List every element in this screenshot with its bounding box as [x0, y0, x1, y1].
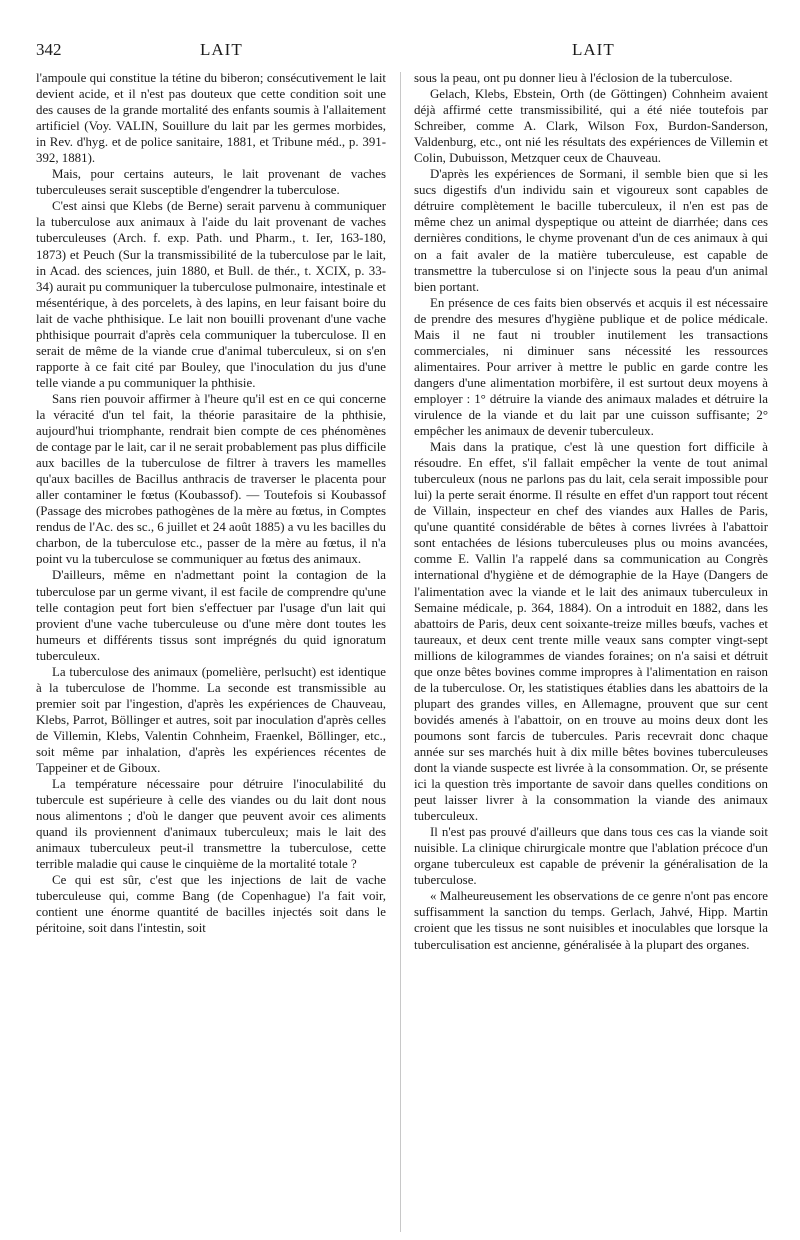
paragraph: Il n'est pas prouvé d'ailleurs que dans tous ces cas la viande soit nuisible. La clinique chirurgicale montre que l'ablation précoce d'un organe tuberculeux est capable de prévenir la généralisation de la tuberculose.	[414, 825, 768, 888]
running-title-left: LAIT	[200, 40, 243, 59]
paragraph: En présence de ces faits bien observés et acquis il est nécessaire de prendre des mesures d'hygiène publique et de police médicale. Mais il ne faut ni troubler inutilement les transactions commerciales, ni diminuer sans nécessité les ressources alimentaires. Pour arriver à mettre le public en garde contre les dangers d'une alimentation morbifère, il est surtout deux moyens à employer : 1° détruire la viande des animaux malades et détruire la virulence de la viande et du lait par une cuisson suffisante; 2° empêcher les animaux de devenir tuberculeux.	[414, 295, 768, 439]
running-title-right: LAIT	[572, 40, 615, 59]
paragraph: C'est ainsi que Klebs (de Berne) serait parvenu à communiquer la tuberculose aux animaux à l'aide du lait provenant de vaches tuberculeuses (Arch. f. exp. Path. und Pharm., t. Ier, 163-180, 1873) et Peuch (Sur la transmissibilité de la tuberculose par le lait, in Acad. des sciences, juin 1880, et Bull. de thér., t. XCIX, p. 33-34) aurait pu communiquer la tuberculose pulmonaire, intestinale et mésentérique, à des porcelets, à des lapins, en leur faisant boire du lait de vache phthisique. Le lait non bouilli provenant d'une vache phthisique pourrait d'après cela communiquer la tuberculose. Il en serait de même de la viande crue d'animal tuberculeux, si on s'en rapporte à ce fait cité par Bouley, que l'inoculation du jus d'une telle viande a pu communiquer la phthisie.	[36, 199, 386, 390]
paragraph: « Malheureusement les observations de ce genre n'ont pas encore suffisamment la sanction du temps. Gerlach, Jahvé, Hipp. Martin croient que les tissus ne sont nuisibles et inoculables que lorsque la tuberculisation est ancienne, généralisée à la plupart des organes.	[414, 889, 768, 952]
page-number: 342	[36, 40, 62, 59]
paragraph: sous la peau, ont pu donner lieu à l'éclosion de la tuberculose.	[414, 71, 733, 85]
page-header	[0, 40, 800, 64]
paragraph: Ce qui est sûr, c'est que les injections de lait de vache tuberculeuse qui, comme Bang (de Copenhague) l'a fait voir, contient une énorme quantité de bacilles injectés soit dans le péritoine, soit dans l'intestin, soit	[36, 873, 386, 936]
left-column	[36, 70, 386, 937]
paragraph: La température nécessaire pour détruire l'inoculabilité du tubercule est supérieure à celle des viandes ou du lait dont nous nous alimentons ; d'où le danger que peuvent avoir ces aliments quand ils proviennent d'animaux tuberculeux; mais le lait des animaux tuberculeux peut-il transmettre la tuberculose, cette terrible maladie qui cause le cinquième de la mortalité totale ?	[36, 777, 386, 872]
right-column	[414, 70, 768, 953]
column-divider	[400, 72, 401, 1232]
paragraph: D'après les expériences de Sormani, il semble bien que si les sucs digestifs d'un individu sain et vigoureux sont capables de détruire complètement le bacille tuberculeux, il n'en est pas de même chez un animal dyspeptique ou atteint de diarrhée; dans ces dernières conditions, le chyme provenant d'un de ces animaux à qui on a fait avaler de la matière tuberculeuse, est capable de transmettre la tuberculose si on l'injecte sous la peau d'un animal bien portant.	[414, 167, 768, 294]
paragraph: D'ailleurs, même en n'admettant point la contagion de la tuberculose par un germe vivant, il est facile de comprendre qu'une telle contagion peut fort bien s'effectuer par l'usage d'un lait qui provient d'une vache tuberculeuse ou d'une mère dont toutes les humeurs et différents tissus sont imprégnés du quid ignoratum tuberculeux.	[36, 568, 386, 663]
paragraph: Mais dans la pratique, c'est là une question fort difficile à résoudre. En effet, s'il fallait empêcher la vente de tout animal tuberculeux (nous ne parlons pas du lait, cela serait impossible pour lui) la perte serait énorme. Il résulte en effet d'un rapport tout récent de Villain, inspecteur en chef des viandes aux Halles de Paris, qu'une quantité considérable de bêtes à cornes livrées à l'abattoir sont entachées de lésions tuberculeuses plus ou moins avancées, comme E. Vallin l'a rappelé dans sa communication au Congrès international d'hygiène et de démographie de la Haye (Dangers de l'alimentation avec la viande et le lait des animaux tuberculeux in Semaine médicale, p. 364, 1884). On a introduit en 1882, dans les abattoirs de Paris, deux cent soixante-treize milles bœufs, vaches et taureaux, et deux cent trente mille veaux sans compter vingt-sept millions de kilogrammes de viandes foraines; on n'a saisi et détruit que onze bêtes bovines comme impropres à l'alimentation en raison de la tuberculose. Or, les statistiques établies dans les abattoirs de la plupart des grandes villes, en Allemagne, prouvent que sur cent bovidés amenés à l'abattoir, on en trouve au moins deux dont les poumons sont farcis de tubercules. Paris recevrait donc chaque année sur ses marchés huit à dix mille bêtes bovines tuberculeuses dont la viande suspecte est livrée à la consommation. Or, se présente ici la question très importante de savoir dans quelles conditions on peut laisser livrer à la consommation la viande des animaux tuberculeux.	[414, 440, 768, 824]
paragraph: La tuberculose des animaux (pomelière, perlsucht) est identique à la tuberculose de l'homme. La seconde est transmissible au premier soit par l'ingestion, d'après les expériences de Chauveau, Klebs, Parrot, Böllinger et autres, soit par inoculation d'après celles de Villemin, Klebs, Valentin Cohnheim, Fraenkel, Böllinger, etc., soit même par inhalation, d'après les expériences récentes de Tappeiner et de Giboux.	[36, 664, 386, 776]
paragraph: l'ampoule qui constitue la tétine du biberon; consécutivement le lait devient acide, et il n'est pas douteux que cette condition soit une des causes de la grande mortalité des enfants soumis à l'allaitement artificiel (Voy. VALIN, Souillure du lait par les germes morbides, in Rev. d'hyg. et de police sanitaire, 1881, et Tribune méd., p. 391-392, 1881).	[36, 71, 386, 166]
paragraph: Sans rien pouvoir affirmer à l'heure qu'il est en ce qui concerne la véracité d'un tel fait, la théorie parasitaire de la phthisie, aujourd'hui triomphante, rendrait bien compte de ces phénomènes de contage par le lait, car il ne serait probablement pas plus difficile aux bacilles de la tuberculose de filtrer à travers les mamelles qu'aux bacilles de Bacillus anthracis de traverser le placenta pour aller contaminer le fœtus (Koubassof). — Toutefois si Koubassof (Passage des microbes pathogènes de la mère au fœtus, in Comptes rendus de l'Ac. des sc., 6 juillet et 24 août 1885) a vu les bacilles du charbon, de la tuberculose etc., passer de la mère au fœtus, il n'a point vu la tuberculose se communiquer au fœtus des animaux.	[36, 391, 386, 567]
paragraph: Mais, pour certains auteurs, le lait provenant de vaches tuberculeuses serait susceptible d'engendrer la tuberculose.	[36, 167, 386, 198]
paragraph: Gelach, Klebs, Ebstein, Orth (de Göttingen) Cohnheim avaient déjà affirmé cette transmissibilité, qui a été niée toutefois par Schreiber, comme A. Clark, Wilson Fox, Burdon-Sanderson, Valdenburg, etc., ont nié les résultats des expériences de Villemin et Colin, Dubuisson, Metzquer ceux de Chauveau.	[414, 87, 768, 166]
